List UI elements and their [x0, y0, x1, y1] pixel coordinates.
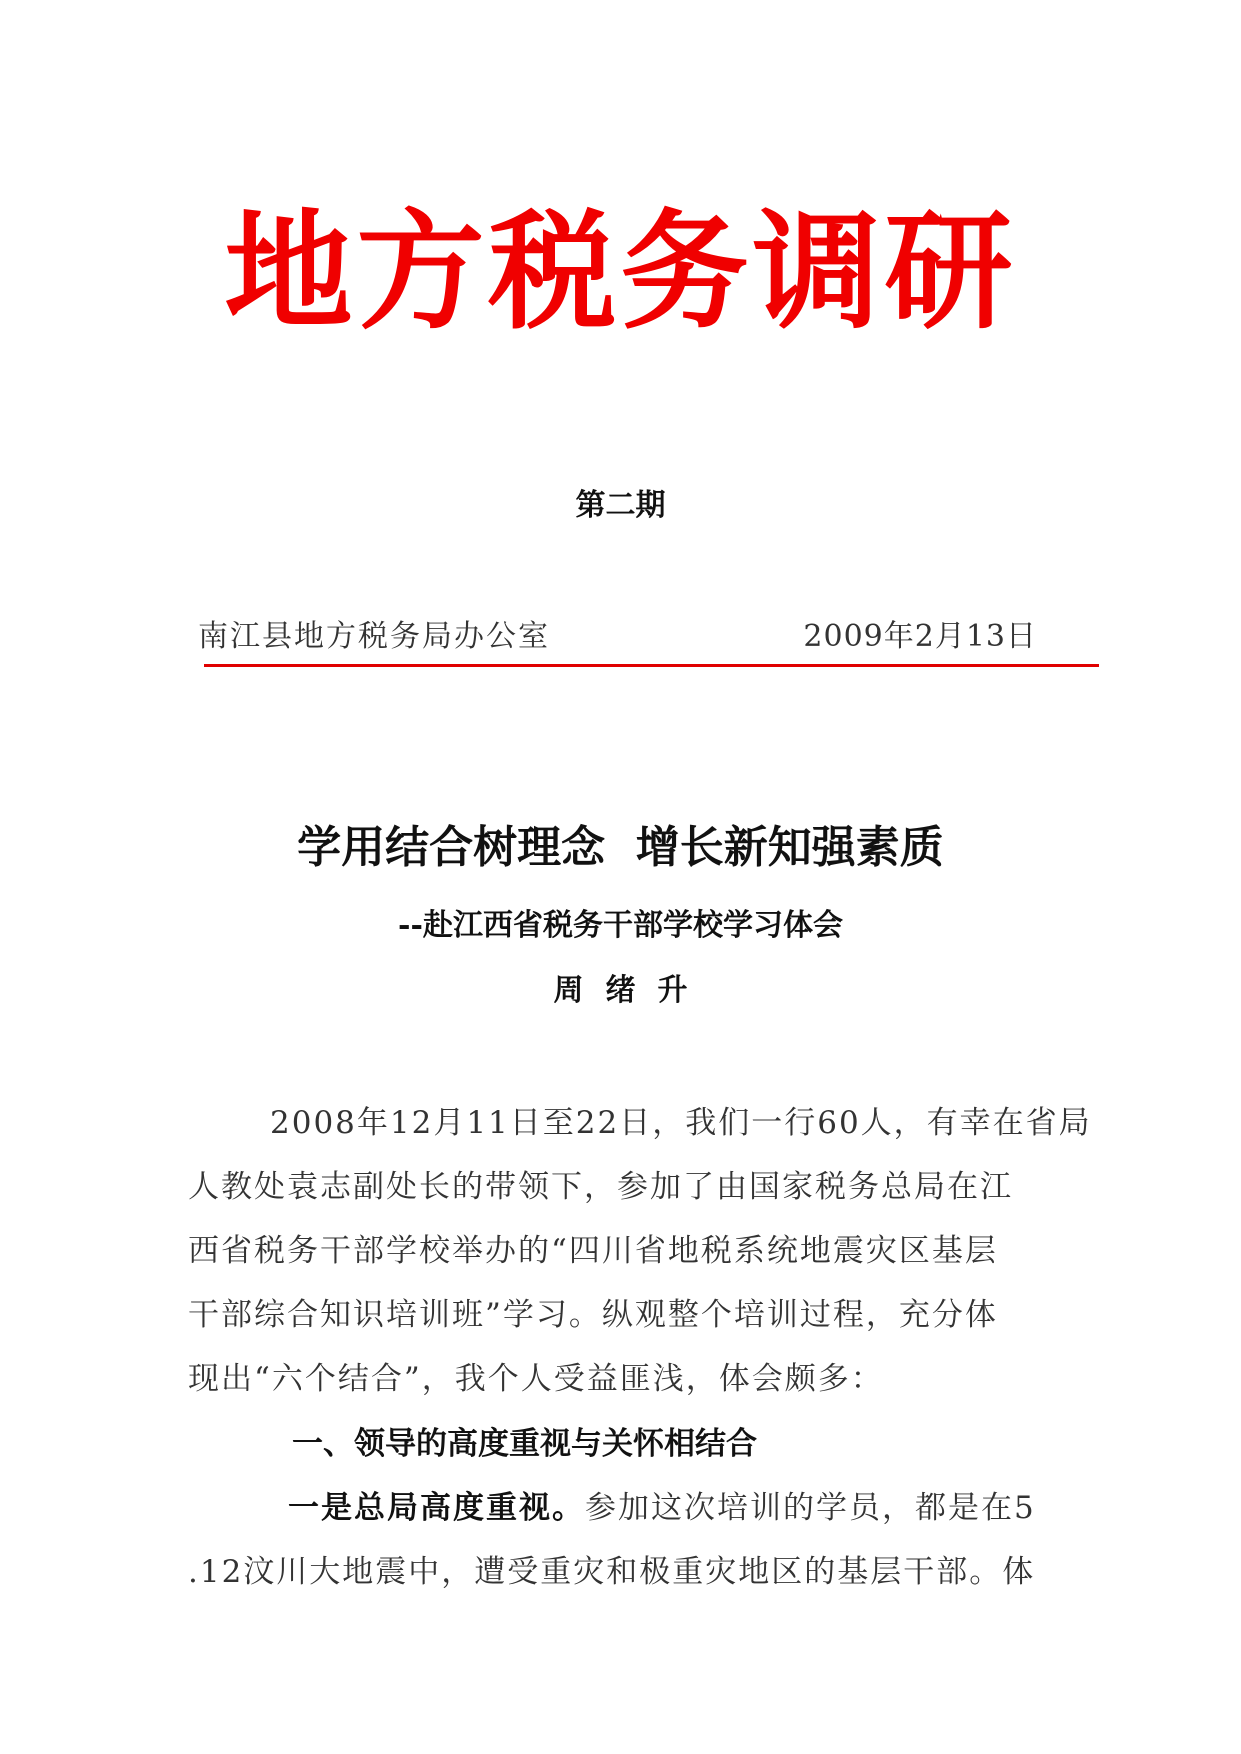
- issuing-office: 南江县地方税务局办公室: [198, 619, 550, 654]
- point-text: 参加这次培训的学员，都是在5: [585, 1490, 1036, 1526]
- article-author: 周绪升: [553, 973, 710, 1008]
- paragraph-line: [288, 1488, 1036, 1528]
- issue-date: 2009年2月13日: [803, 619, 1037, 654]
- red-divider-rule: [204, 664, 1099, 667]
- issue-number: 第二期: [575, 488, 666, 523]
- paragraph-line: 2008年12月11日至22日，我们一行60人，有幸在省局: [270, 1105, 1092, 1141]
- point-lead: 一是总局高度重视。: [288, 1490, 585, 1526]
- section-heading: 一、领导的高度重视与关怀相结合: [292, 1426, 757, 1462]
- masthead-title: 地方税务调研: [224, 198, 1017, 347]
- paragraph-line: 人教处袁志副处长的带领下，参加了由国家税务总局在江: [188, 1169, 1013, 1205]
- paragraph-line: 现出“六个结合”，我个人受益匪浅，体会颇多：: [188, 1361, 884, 1397]
- article-subtitle: --赴江西省税务干部学校学习体会: [398, 908, 843, 943]
- paragraph-line: .12汶川大地震中，遭受重灾和极重灾地区的基层干部。体: [188, 1554, 1036, 1590]
- paragraph-line: 干部综合知识培训班”学习。纵观整个培训过程，充分体: [188, 1297, 998, 1333]
- paragraph-line: 西省税务干部学校举办的“四川省地税系统地震灾区基层: [188, 1233, 998, 1269]
- article-title: 学用结合树理念 增长新知强素质: [297, 822, 944, 873]
